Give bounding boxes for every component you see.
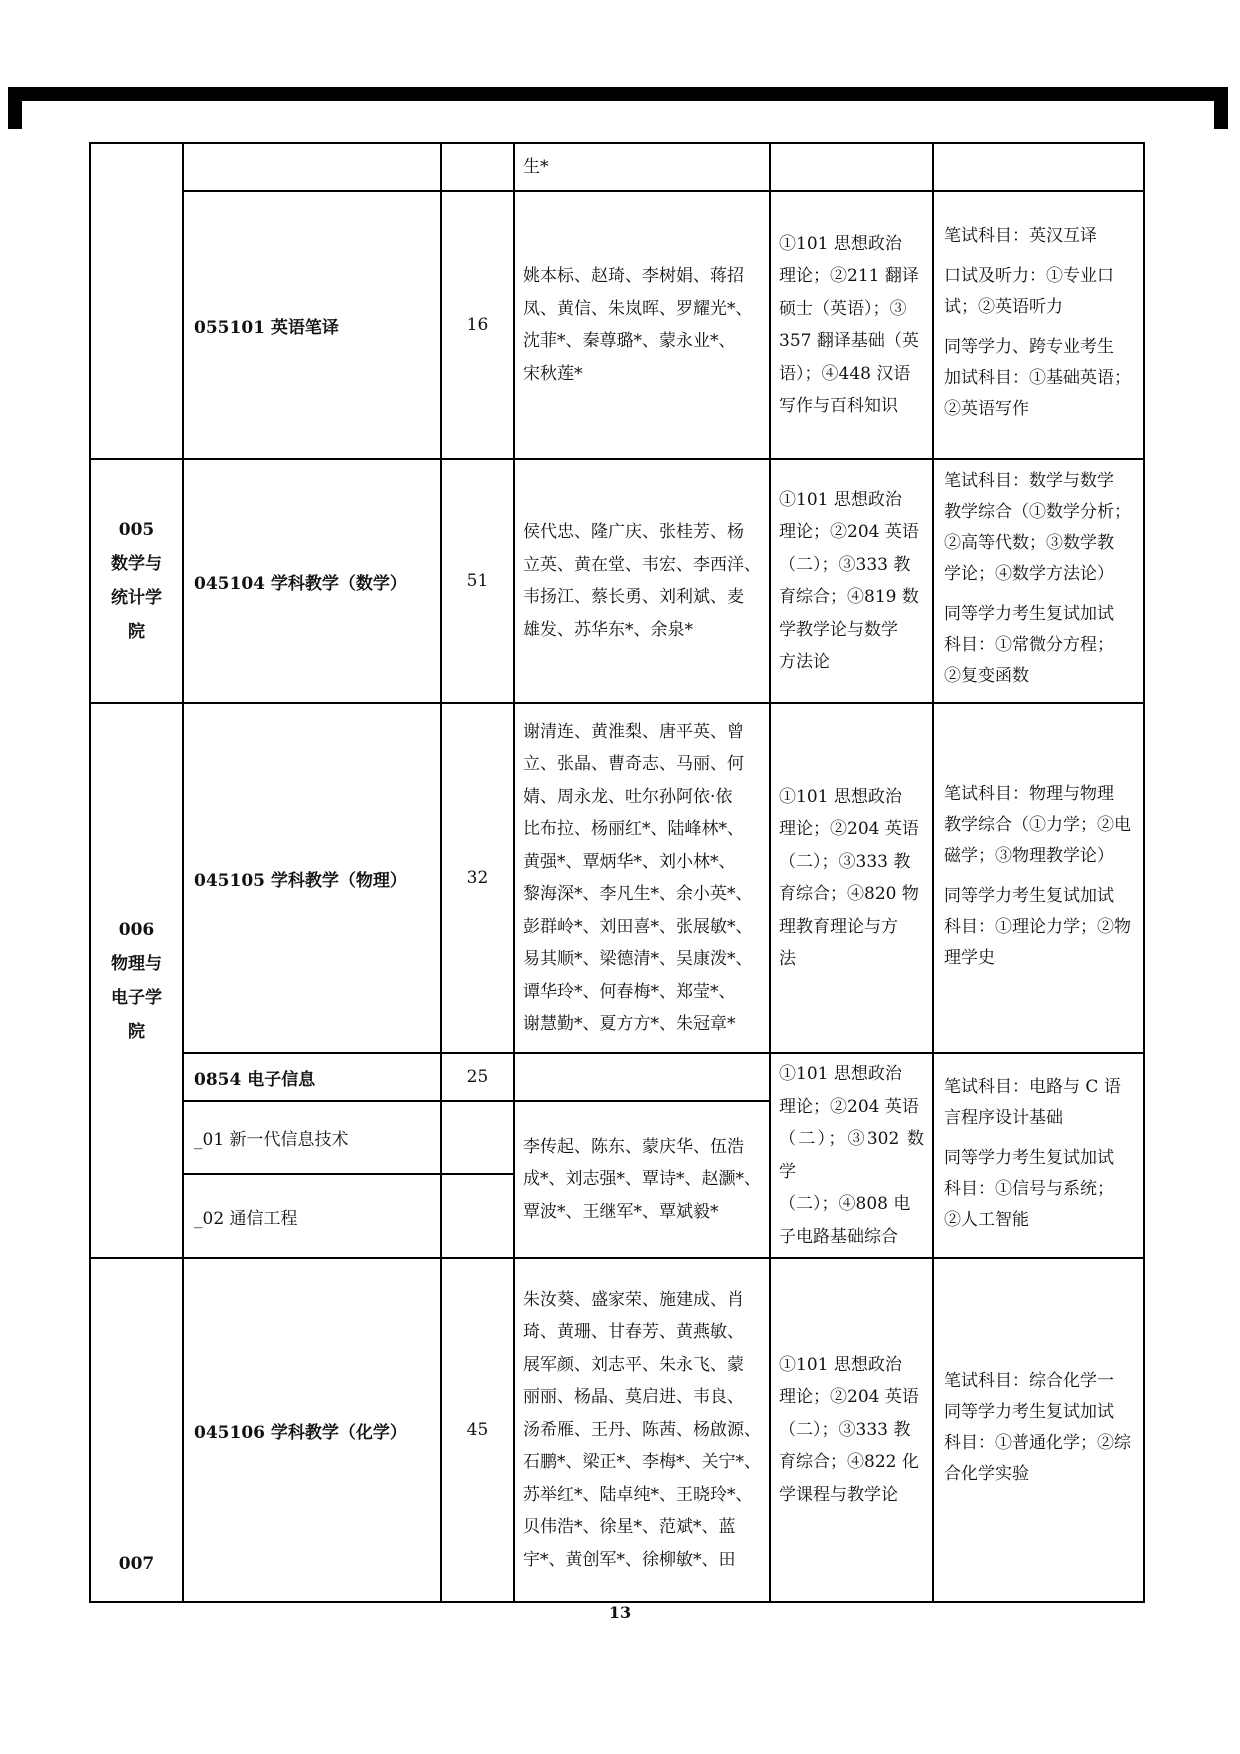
table-row xyxy=(90,143,1144,191)
header-rule-right xyxy=(1214,87,1228,129)
note-line: 同等学力、跨专业考生 加试科目：①基础英语； ②英语写作 xyxy=(944,337,1131,419)
supervisors-cell: 姚本标、赵琦、李树娟、蒋招 凤、黄信、朱岚晖、罗耀光*、 沈菲*、秦尊璐*、蒙永业*、 宋秋莲* xyxy=(514,191,770,459)
notes-cell xyxy=(933,1053,1144,1258)
admissions-table xyxy=(89,142,1145,1603)
note-line: 同等学力考生复试加试 科目：①信号与系统； ②人工智能 xyxy=(944,1147,1114,1230)
major-direction-cell: _02 通信工程 xyxy=(183,1174,441,1258)
supervisors-cell: 侯代忠、隆广庆、张桂芳、杨 立英、黄在堂、韦宏、李西洋、 韦扬江、蔡长勇、刘利斌、麦 雄发、苏华东*、余泉* xyxy=(514,459,770,703)
exam-subjects-cell: ①101 思想政治 理论；②204 英语 （二）；③333 教 育综合；④819 数 学教学论与数学 方法论 xyxy=(770,459,933,703)
table-row xyxy=(90,191,1144,459)
note-line: 笔试科目：数学与数学 教学综合（①数学分析； ②高等代数；③数学教 学论；④数学方法论） xyxy=(944,471,1131,584)
note-line: 笔试科目：电路与 C 语 言程序设计基础 xyxy=(944,1076,1121,1128)
note-line: 笔试科目：综合化学一 同等学力考生复试加试 科目：①普通化学；②综 合化学实验 xyxy=(944,1371,1131,1484)
notes-cell xyxy=(933,191,1144,459)
table-row xyxy=(90,1053,1144,1101)
major-cell: 045104 学科教学（数学） xyxy=(183,459,441,703)
notes-cell xyxy=(933,459,1144,703)
notes-cell xyxy=(933,703,1144,1053)
major-cell: 045106 学科教学（化学） xyxy=(183,1258,441,1602)
enrollment-count: 16 xyxy=(441,191,514,459)
supervisors-cell: 朱汝葵、盛家荣、施建成、肖 琦、黄珊、甘春芳、黄燕敏、 展军颜、刘志平、朱永飞、蒙 丽丽、杨晶、莫启进、韦良、 汤希雁、王丹、陈茜、杨啟源、 石鹏*、梁正*、李梅*、关宁*、 苏举红*、陆卓纯*、王晓玲*、 贝伟浩*、徐星*、范斌*、蓝 宇*、黄创军*、徐柳敏*、田 xyxy=(514,1258,770,1602)
table-row xyxy=(90,1258,1144,1602)
note-line: 笔试科目：英汉互译 xyxy=(944,226,1097,246)
header-rule xyxy=(8,87,1228,101)
note-line: 口试及听力：①专业口 试；②英语听力 xyxy=(944,266,1114,317)
supervisors-cell: 生* xyxy=(514,143,770,191)
college-cell: 006 物理与 电子学 院 xyxy=(90,703,183,1258)
college-cell xyxy=(90,143,183,459)
page-number: 13 xyxy=(608,1603,632,1622)
enrollment-count: 51 xyxy=(441,459,514,703)
table-row xyxy=(90,703,1144,1053)
table-row xyxy=(90,459,1144,703)
note-line: 笔试科目：物理与物理 教学综合（①力学；②电 磁学；③物理教学论） xyxy=(944,783,1131,866)
enrollment-count: 45 xyxy=(441,1258,514,1602)
major-cell: 055101 英语笔译 xyxy=(183,191,441,459)
header-rule-left xyxy=(8,87,22,129)
major-cell: 045105 学科教学（物理） xyxy=(183,703,441,1053)
supervisors-cell: 谢清连、黄淮梨、唐平英、曾 立、张晶、曹奇志、马丽、何 婧、周永龙、吐尔孙阿依·依 比布拉、杨丽红*、陆峰林*、 黄强*、覃炳华*、刘小林*、 黎海深*、李凡生*、余小英*、 彭群岭*、刘田喜*、张展敏*、 易其顺*、梁德清*、吴康泼*、 谭华玲*、何春梅*、郑莹*、 谢慧勤*、夏方方*、朱冠章* xyxy=(514,703,770,1053)
notes-cell xyxy=(933,1258,1144,1602)
exam-subjects-cell: ①101 思想政治 理论；②211 翻译 硕士（英语）；③ 357 翻译基础（英 语）；④448 汉语 写作与百科知识 xyxy=(770,191,933,459)
major-cell: 0854 电子信息 xyxy=(183,1053,441,1101)
enrollment-count: 25 xyxy=(441,1053,514,1101)
note-line: 同等学力考生复试加试 科目：①理论力学；②物 理学史 xyxy=(944,885,1131,968)
supervisors-cell: 李传起、陈东、蒙庆华、伍浩 成*、刘志强*、覃诗*、赵灏*、 覃波*、王继军*、覃斌毅* xyxy=(514,1101,770,1258)
major-direction-cell: _01 新一代信息技术 xyxy=(183,1101,441,1174)
exam-subjects-cell: ①101 思想政治 理论；②204 英语 （二）；③333 教 育综合；④820 物 理教育理论与方 法 xyxy=(770,703,933,1053)
exam-subjects-cell: ①101 思想政治 理论；②204 英语 （二）；③333 教 育综合；④822 化 学课程与教学论 xyxy=(770,1258,933,1602)
college-cell: 005 数学与 统计学 院 xyxy=(90,459,183,703)
note-line: 同等学力考生复试加试 科目：①常微分方程； ②复变函数 xyxy=(944,604,1114,686)
exam-subjects-cell: ①101 思想政治 理论；②204 英语 （二）；③302 数学 （二）；④808 电 子电路基础综合 xyxy=(770,1053,933,1258)
enrollment-count: 32 xyxy=(441,703,514,1053)
college-cell: 007 xyxy=(90,1258,183,1602)
